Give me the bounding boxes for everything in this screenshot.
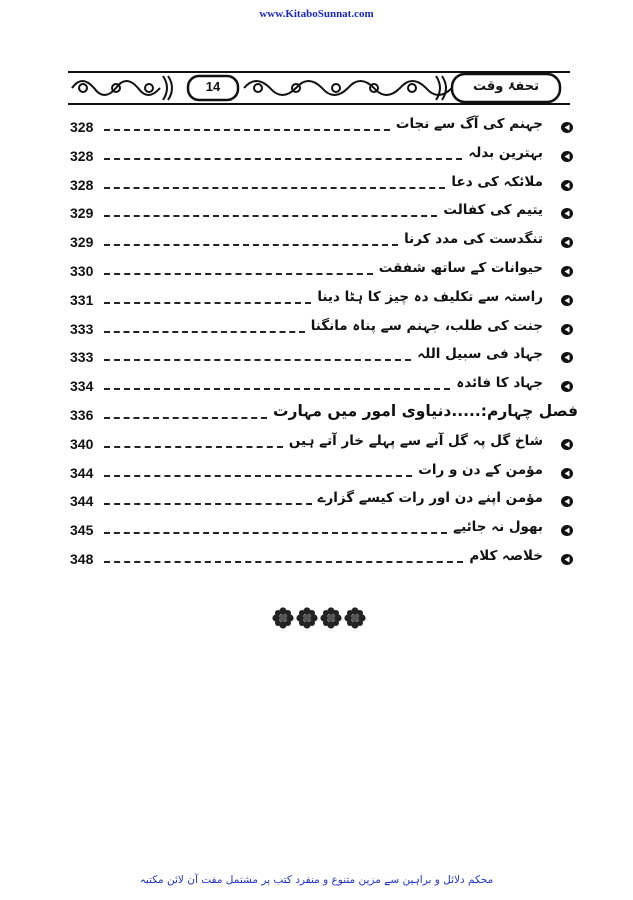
toc-entry[interactable]: [0, 142, 633, 171]
toc-page-number: 334: [70, 378, 94, 395]
circle-arrow-bullet-icon: [560, 524, 574, 537]
toc-page-number: 336: [70, 406, 94, 423]
toc-entry[interactable]: [0, 228, 633, 257]
ornamental-header: [68, 68, 570, 108]
toc-leader-dots: [104, 244, 398, 246]
toc-entry-title: جہنم کی آگ سے نجات: [395, 116, 543, 132]
toc-leader-dots: [104, 359, 411, 361]
circle-arrow-bullet-icon: [560, 495, 574, 508]
toc-entry[interactable]: [0, 343, 633, 372]
toc-entry-title: راستہ سے تکلیف دہ چیز کا ہٹا دینا: [317, 288, 543, 305]
toc-entry-title: مؤمن کے دن و رات: [418, 461, 543, 478]
toc-leader-dots: [104, 215, 437, 217]
toc-leader-dots: [104, 129, 390, 131]
toc-entry[interactable]: [0, 113, 633, 142]
toc-entry[interactable]: [0, 199, 633, 228]
circle-arrow-bullet-icon: [560, 438, 574, 451]
toc-page-number: 329: [70, 234, 94, 251]
circle-arrow-bullet-icon: [560, 380, 574, 393]
toc-entry[interactable]: [0, 487, 633, 516]
toc-leader-dots: [104, 158, 462, 160]
circle-arrow-bullet-icon: [560, 265, 574, 278]
flower-ornament-icon: [271, 606, 367, 630]
circle-arrow-bullet-icon: [560, 179, 574, 192]
book-title: تحفۂ وقت: [472, 79, 540, 94]
circle-arrow-bullet-icon: [560, 150, 574, 163]
toc-page-number: 345: [70, 522, 94, 539]
toc-entry[interactable]: [0, 545, 633, 574]
toc-page-number: 328: [70, 147, 94, 164]
toc-entry-title: خلاصہ کلام: [469, 547, 543, 564]
toc-entry[interactable]: [0, 257, 633, 286]
toc-leader-dots: [104, 561, 463, 563]
toc-leader-dots: [104, 187, 445, 189]
toc-entry-title: حیوانات کے ساتھ شفقت: [378, 259, 543, 276]
toc-entry[interactable]: [0, 315, 633, 344]
toc-page-number: 344: [70, 493, 94, 510]
toc-page-number: 340: [70, 435, 94, 452]
toc-entry-title: یتیم کی کفالت: [443, 202, 543, 219]
toc-leader-dots: [104, 503, 312, 505]
toc-leader-dots: [104, 302, 311, 304]
toc-leader-dots: [104, 331, 305, 333]
toc-page-number: 328: [70, 176, 94, 193]
toc-entry-title: فصل چہارم:.....دنیاوی امور میں مہارت: [272, 401, 578, 420]
toc-page-number: 333: [70, 320, 94, 337]
toc-entry-title: شاخ گل پہ گل آنے سے پہلے خار آتے ہیں: [288, 432, 543, 449]
toc-entry-title: مؤمن اپنے دن اور رات کیسے گزارے: [317, 490, 543, 507]
toc-page-number: 348: [70, 550, 94, 567]
toc-entry[interactable]: [0, 459, 633, 488]
circle-arrow-bullet-icon: [560, 467, 574, 480]
toc-entry-title: جنت کی طلب، جہنم سے پناہ مانگنا: [310, 317, 543, 334]
circle-arrow-bullet-icon: [560, 351, 574, 364]
toc-leader-dots: [104, 273, 373, 275]
toc-entry[interactable]: [0, 286, 633, 315]
toc-leader-dots: [104, 532, 447, 534]
toc-entry-title: جہاد فی سبیل اللہ: [417, 346, 543, 363]
toc-entry-title: تنگدست کی مدد کرنا: [404, 231, 543, 248]
toc-page-number: 331: [70, 291, 94, 308]
toc-leader-dots: [104, 388, 450, 390]
toc-section-heading[interactable]: [0, 401, 633, 430]
toc-page-number: 330: [70, 262, 94, 279]
toc-entry[interactable]: [0, 516, 633, 545]
toc-page-number: 344: [70, 464, 94, 481]
toc-entry-title: بھول نہ جائیے: [453, 519, 543, 536]
toc-page-number: 329: [70, 205, 94, 222]
toc-entry-title: جہاد کا فائدہ: [456, 375, 543, 392]
circle-arrow-bullet-icon: [560, 294, 574, 307]
toc-page-number: 333: [70, 349, 94, 366]
toc-entry[interactable]: [0, 171, 633, 200]
circle-arrow-bullet-icon: [560, 207, 574, 220]
footer-tagline: محکم دلائل و براہین سے مزین متنوع و منفرد کتب پر مشتمل مفت آن لائن مکتبہ: [139, 874, 494, 886]
toc-entry-title: بہترین بدلہ: [468, 144, 543, 161]
table-of-contents: [0, 113, 633, 574]
site-url[interactable]: www.KitaboSunnat.com: [259, 8, 374, 20]
toc-leader-dots: [104, 417, 267, 419]
page-number: 14: [205, 79, 221, 94]
circle-arrow-bullet-icon: [560, 553, 574, 566]
circle-arrow-bullet-icon: [560, 121, 574, 134]
toc-leader-dots: [104, 446, 283, 448]
toc-leader-dots: [104, 475, 412, 477]
toc-page-number: 328: [70, 119, 94, 135]
toc-entry[interactable]: [0, 430, 633, 459]
circle-arrow-bullet-icon: [560, 323, 574, 336]
circle-arrow-bullet-icon: [560, 236, 574, 249]
toc-entry[interactable]: [0, 372, 633, 401]
toc-entry-title: ملائکہ کی دعا: [451, 173, 543, 190]
